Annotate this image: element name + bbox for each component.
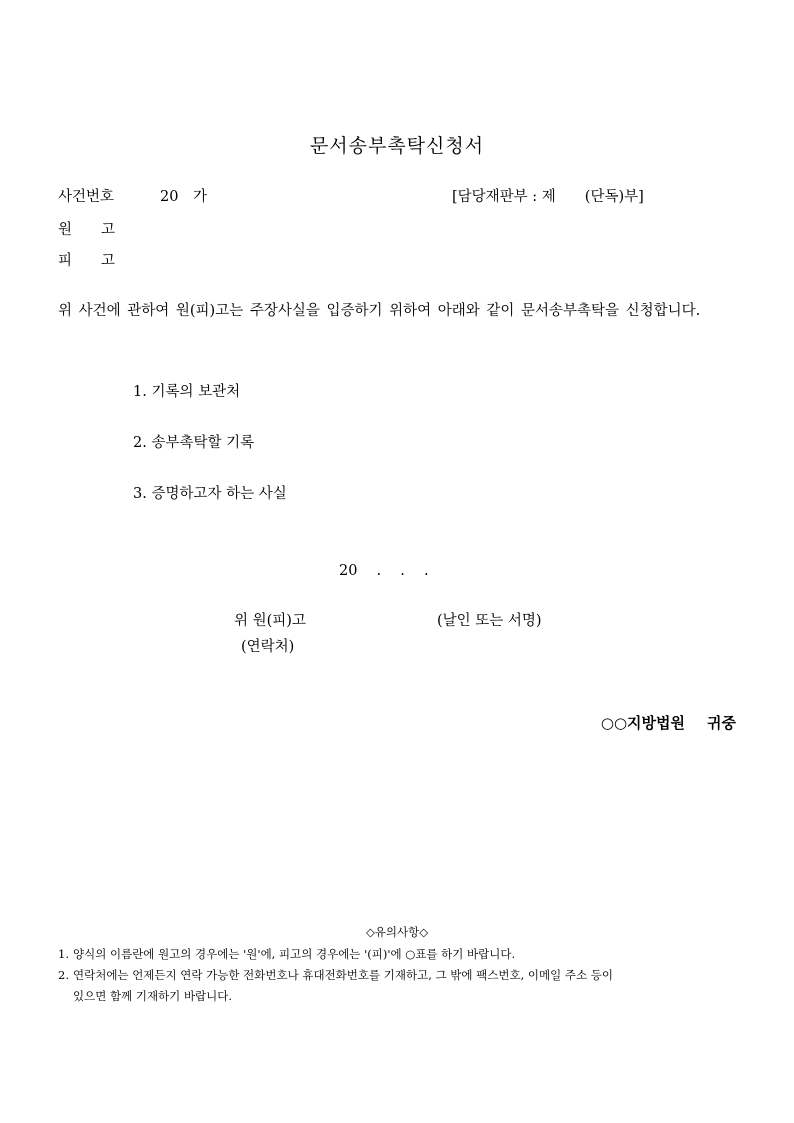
note-item xyxy=(58,966,613,985)
court-name: ○○지방법원 xyxy=(600,714,686,732)
court-addressee xyxy=(601,712,736,733)
defendant-label: 피 고 xyxy=(58,253,116,269)
plaintiff-label: 원 고 xyxy=(58,222,116,238)
court-suffix: 귀중 xyxy=(707,714,736,732)
seal-signature-label: (날인 또는 서명) xyxy=(437,613,542,629)
item-storage-location: 1. 기록의 보관처 xyxy=(133,384,241,400)
note-text: 있으면 함께 기재하기 바랍니다. xyxy=(73,989,233,1003)
note-text: 연락처에는 언제든지 연락 가능한 전화번호나 휴대전화번호를 기재하고, 그 밖에 팩스번호, 이메일 주소 등이 xyxy=(73,968,613,982)
note-number: 2. xyxy=(58,968,69,982)
case-number-label: 사건번호 xyxy=(58,189,115,205)
item-facts-to-prove: 3. 증명하고자 하는 사실 xyxy=(133,486,287,502)
applicant-label: 위 원(피)고 xyxy=(234,613,306,629)
notes-title: ◇유의사항◇ xyxy=(365,925,429,939)
note-number: 1. xyxy=(58,947,69,961)
date-line: 20 . . . xyxy=(339,563,429,579)
note-item xyxy=(58,987,232,1006)
note-item xyxy=(58,945,515,964)
court-division: [담당재판부 : 제 (단독)부] xyxy=(452,189,644,205)
contact-label: (연락처) xyxy=(241,639,295,655)
note-text: 양식의 이름란에 원고의 경우에는 '원'에, 피고의 경우에는 '(피)'에 ○표를 하기 바랍니다. xyxy=(73,947,516,961)
item-records-to-send: 2. 송부촉탁할 기록 xyxy=(133,435,255,451)
request-body-text: 위 사건에 관하여 원(피)고는 주장사실을 입증하기 위하여 아래와 같이 문서송부촉탁을 신청합니다. xyxy=(58,303,701,319)
case-number-value: 20 가 xyxy=(160,189,207,205)
document-title: 문서송부촉탁신청서 xyxy=(309,135,485,157)
